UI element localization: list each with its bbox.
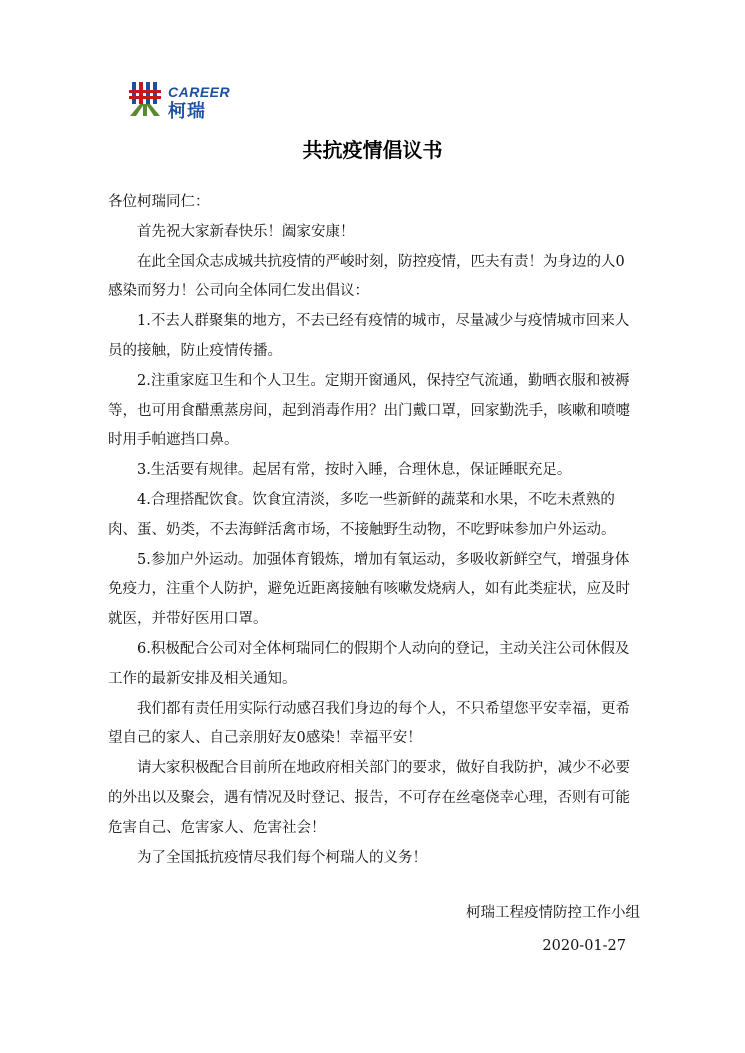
proposal-item-5: 5.参加户外运动。加强体育锻炼，增加有氧运动，多吸收新鲜空气，增强身体免疫力，注重个人防护，避免近距离接触有咳嗽发烧病人，如有此类症状，应及时就医，并带好医用口罩。 xyxy=(108,551,630,628)
signature-block xyxy=(466,897,640,963)
greeting: 各位柯瑞同仁： xyxy=(108,194,210,210)
company-logo xyxy=(126,80,246,122)
logo-brand-cn: 柯瑞 xyxy=(168,101,206,122)
document-title: 共抗疫情倡议书 xyxy=(302,138,443,162)
proposal-item-4: 4.合理搭配饮食。饮食宜清淡，多吃一些新鲜的蔬菜和水果，不吃未煮熟的肉、蛋、奶类，不去海鲜活禽市场，不接触野生动物，不吃野味参加户外运动。 xyxy=(108,491,616,538)
paragraph-closing: 为了全国抵抗疫情尽我们每个柯瑞人的义务！ xyxy=(137,849,427,866)
paragraph-responsibility: 我们都有责任用实际行动感召我们身边的每个人，不只希望您平安幸福，更希望自己的家人、自己亲朋好友0感染！幸福平安！ xyxy=(108,700,630,747)
signature-org: 柯瑞工程疫情防控工作小组 xyxy=(466,905,640,921)
proposal-item-3: 3.生活要有规律。起居有常，按时入睡，合理休息，保证睡眠充足。 xyxy=(137,462,572,479)
document-body xyxy=(108,188,638,873)
proposal-item-1: 1.不去人群聚集的地方，不去已经有疫情的城市，尽量减少与疫情城市回来人员的接触，防止疫情传播。 xyxy=(108,313,630,359)
career-emblem-icon xyxy=(126,80,166,118)
proposal-item-6: 6.积极配合公司对全体柯瑞同仁的假期个人动向的登记，主动关注公司休假及工作的最新安排及相关通知。 xyxy=(108,640,630,687)
paragraph-intro: 在此全国众志成城共抗疫情的严峻时刻，防控疫情，匹夫有责！为身边的人0感染而努力！公司向全体同仁发出倡议： xyxy=(108,253,625,300)
proposal-item-2: 2.注重家庭卫生和个人卫生。定期开窗通风，保持空气流通，勤晒衣服和被褥等，也可用食醋熏蒸房间，起到消毒作用？出门戴口罩，回家勤洗手，咳嗽和喷嚏时用手帕遮挡口鼻。 xyxy=(108,372,630,449)
signature-date: 2020-01-27 xyxy=(542,938,626,954)
logo-brand-en: CAREER xyxy=(168,84,231,100)
paragraph-cooperation: 请大家积极配合目前所在地政府相关部门的要求，做好自我防护，减少不必要的外出以及聚会，遇有情况及时登记、报告，不可存在丝毫侥幸心理，否则有可能危害自己、危害家人、危害社会！ xyxy=(108,760,630,836)
paragraph-wishes: 首先祝大家新春快乐！阖家安康！ xyxy=(137,223,355,240)
